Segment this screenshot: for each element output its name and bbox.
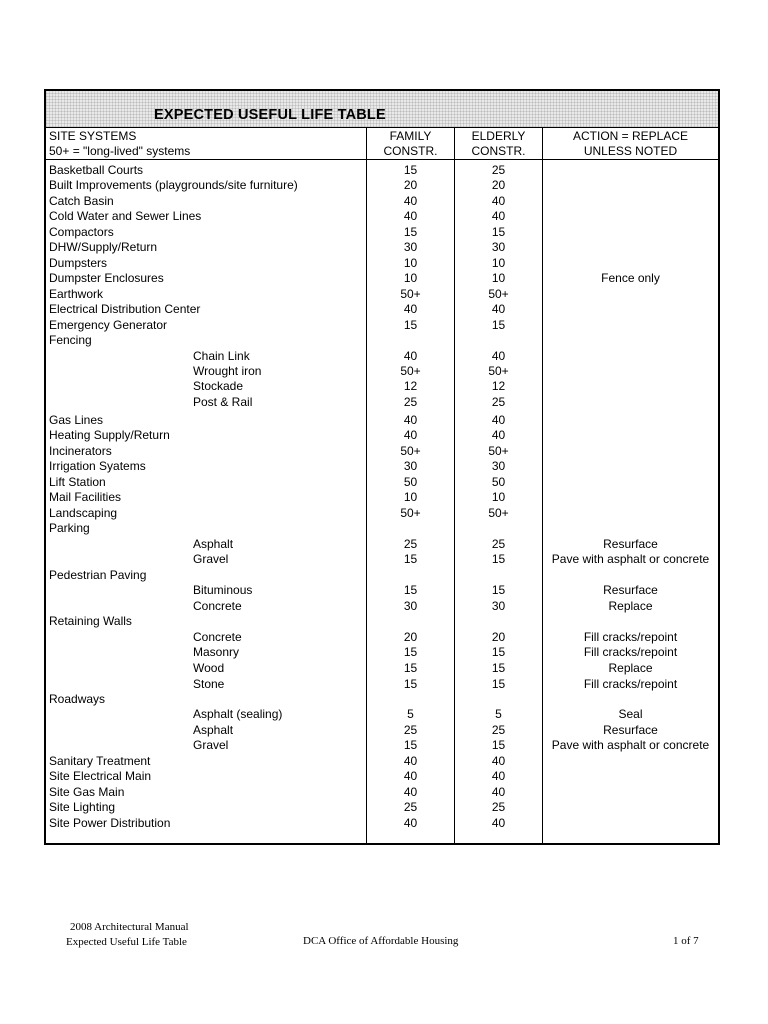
header-long-lived-note: 50+ = "long-lived" systems — [49, 144, 191, 158]
header-site-systems: SITE SYSTEMS — [49, 129, 137, 143]
row-elderly-years: 40 — [491, 816, 506, 830]
row-elderly-years: 10 — [491, 490, 506, 504]
row-subitem: Stone — [193, 677, 225, 691]
row-family-years: 25 — [403, 537, 418, 551]
row-name: Site Electrical Main — [49, 769, 152, 783]
footer-office: DCA Office of Affordable Housing — [303, 935, 459, 947]
row-name: DHW/Supply/Return — [49, 240, 158, 254]
row-elderly-years: 30 — [491, 240, 506, 254]
row-name: Mail Facilities — [49, 490, 122, 504]
row-name: Parking — [49, 521, 90, 535]
row-elderly-years: 40 — [491, 302, 506, 316]
row-family-years: 15 — [403, 552, 418, 566]
row-elderly-years: 40 — [491, 785, 506, 799]
row-elderly-years: 50+ — [488, 287, 509, 301]
row-family-years: 40 — [403, 785, 418, 799]
row-elderly-years: 15 — [491, 225, 506, 239]
row-elderly-years: 20 — [491, 630, 506, 644]
row-action: Resurface — [603, 537, 658, 551]
row-subitem: Gravel — [193, 738, 229, 752]
row-name: Pedestrian Paving — [49, 568, 147, 582]
row-action: Fill cracks/repoint — [583, 677, 678, 691]
row-subitem: Bituminous — [193, 583, 253, 597]
row-family-years: 10 — [403, 490, 418, 504]
row-family-years: 30 — [403, 459, 418, 473]
row-elderly-years: 30 — [491, 459, 506, 473]
row-family-years: 30 — [403, 599, 418, 613]
row-name: Site Lighting — [49, 800, 116, 814]
row-subitem: Asphalt — [193, 537, 234, 551]
row-name: Site Gas Main — [49, 785, 125, 799]
row-subitem: Concrete — [193, 599, 242, 613]
table-title: EXPECTED USEFUL LIFE TABLE — [154, 107, 386, 123]
row-subitem: Wood — [193, 661, 225, 675]
row-elderly-years: 15 — [491, 677, 506, 691]
row-name: Fencing — [49, 333, 92, 347]
row-action: Fence only — [601, 271, 660, 285]
header-divider — [46, 159, 718, 160]
row-elderly-years: 15 — [491, 661, 506, 675]
row-action: Resurface — [603, 583, 658, 597]
footer-manual: 2008 Architectural Manual — [70, 921, 189, 933]
row-family-years: 40 — [403, 209, 418, 223]
table-title-bar — [46, 91, 718, 128]
row-family-years: 5 — [407, 707, 414, 721]
row-name: Retaining Walls — [49, 614, 132, 628]
row-action: Pave with asphalt or concrete — [551, 552, 710, 566]
row-family-years: 25 — [403, 723, 418, 737]
row-family-years: 15 — [403, 163, 418, 177]
row-family-years: 10 — [403, 271, 418, 285]
row-name: Catch Basin — [49, 194, 114, 208]
row-family-years: 10 — [403, 256, 418, 270]
row-elderly-years: 25 — [491, 163, 506, 177]
row-family-years: 40 — [403, 816, 418, 830]
row-elderly-years: 10 — [491, 271, 506, 285]
row-family-years: 15 — [403, 225, 418, 239]
row-action: Replace — [608, 599, 653, 613]
row-elderly-years: 25 — [491, 537, 506, 551]
row-family-years: 50 — [403, 475, 418, 489]
row-action: Replace — [608, 661, 653, 675]
row-elderly-years: 40 — [491, 349, 506, 363]
row-elderly-years: 50+ — [488, 506, 509, 520]
row-elderly-years: 15 — [491, 645, 506, 659]
row-family-years: 12 — [403, 379, 418, 393]
row-elderly-years: 50 — [491, 475, 506, 489]
header-unless-noted: UNLESS NOTED — [583, 144, 678, 158]
row-name: Lift Station — [49, 475, 106, 489]
row-elderly-years: 15 — [491, 552, 506, 566]
row-family-years: 40 — [403, 428, 418, 442]
row-family-years: 50+ — [400, 287, 421, 301]
row-family-years: 50+ — [400, 444, 421, 458]
row-elderly-years: 15 — [491, 738, 506, 752]
row-family-years: 15 — [403, 318, 418, 332]
row-action: Fill cracks/repoint — [583, 645, 678, 659]
row-family-years: 20 — [403, 178, 418, 192]
row-action: Fill cracks/repoint — [583, 630, 678, 644]
row-elderly-years: 40 — [491, 413, 506, 427]
row-elderly-years: 40 — [491, 428, 506, 442]
row-name: Roadways — [49, 692, 106, 706]
row-family-years: 15 — [403, 661, 418, 675]
row-family-years: 40 — [403, 349, 418, 363]
row-name: Site Power Distribution — [49, 816, 171, 830]
row-elderly-years: 30 — [491, 599, 506, 613]
row-action: Seal — [618, 707, 643, 721]
row-subitem: Chain Link — [193, 349, 250, 363]
row-elderly-years: 5 — [495, 707, 502, 721]
row-elderly-years: 50+ — [488, 364, 509, 378]
row-name: Built Improvements (playgrounds/site furniture) — [49, 178, 298, 192]
row-family-years: 40 — [403, 413, 418, 427]
row-action: Pave with asphalt or concrete — [551, 738, 710, 752]
row-family-years: 15 — [403, 645, 418, 659]
row-subitem: Masonry — [193, 645, 240, 659]
row-subitem: Concrete — [193, 630, 242, 644]
row-name: Landscaping — [49, 506, 118, 520]
row-elderly-years: 50+ — [488, 444, 509, 458]
footer-doc-title: Expected Useful Life Table — [66, 936, 187, 948]
row-elderly-years: 20 — [491, 178, 506, 192]
row-family-years: 15 — [403, 677, 418, 691]
row-name: Dumpster Enclosures — [49, 271, 164, 285]
row-name: Sanitary Treatment — [49, 754, 151, 768]
header-elderly-constr: CONSTR. — [471, 144, 526, 158]
row-subitem: Asphalt — [193, 723, 234, 737]
row-name: Compactors — [49, 225, 114, 239]
row-subitem: Stockade — [193, 379, 244, 393]
row-family-years: 15 — [403, 583, 418, 597]
row-elderly-years: 40 — [491, 754, 506, 768]
row-elderly-years: 25 — [491, 723, 506, 737]
row-elderly-years: 15 — [491, 583, 506, 597]
row-family-years: 50+ — [400, 506, 421, 520]
row-name: Incinerators — [49, 444, 112, 458]
row-family-years: 25 — [403, 395, 418, 409]
row-subitem: Post & Rail — [193, 395, 253, 409]
useful-life-table — [44, 89, 720, 845]
row-elderly-years: 40 — [491, 194, 506, 208]
row-name: Dumpsters — [49, 256, 108, 270]
row-elderly-years: 12 — [491, 379, 506, 393]
row-family-years: 40 — [403, 302, 418, 316]
row-subitem: Wrought iron — [193, 364, 262, 378]
row-name: Earthwork — [49, 287, 104, 301]
row-family-years: 25 — [403, 800, 418, 814]
row-family-years: 40 — [403, 194, 418, 208]
row-action: Resurface — [603, 723, 658, 737]
row-name: Emergency Generator — [49, 318, 168, 332]
row-name: Basketball Courts — [49, 163, 144, 177]
header-action: ACTION = REPLACE — [572, 129, 689, 143]
row-subitem: Gravel — [193, 552, 229, 566]
row-name: Gas Lines — [49, 413, 104, 427]
row-family-years: 40 — [403, 754, 418, 768]
row-elderly-years: 25 — [491, 395, 506, 409]
row-name: Irrigation Syatems — [49, 459, 146, 473]
row-family-years: 40 — [403, 769, 418, 783]
row-elderly-years: 10 — [491, 256, 506, 270]
row-subitem: Asphalt (sealing) — [193, 707, 283, 721]
row-name: Electrical Distribution Center — [49, 302, 201, 316]
header-family-constr: CONSTR. — [383, 144, 438, 158]
row-family-years: 15 — [403, 738, 418, 752]
footer-page-number: 1 of 7 — [673, 935, 699, 947]
row-elderly-years: 25 — [491, 800, 506, 814]
header-elderly: ELDERLY — [471, 129, 526, 143]
row-name: Heating Supply/Return — [49, 428, 170, 442]
row-elderly-years: 40 — [491, 769, 506, 783]
row-family-years: 50+ — [400, 364, 421, 378]
row-name: Cold Water and Sewer Lines — [49, 209, 202, 223]
row-elderly-years: 15 — [491, 318, 506, 332]
header-family: FAMILY — [389, 129, 432, 143]
row-family-years: 20 — [403, 630, 418, 644]
row-elderly-years: 40 — [491, 209, 506, 223]
row-family-years: 30 — [403, 240, 418, 254]
